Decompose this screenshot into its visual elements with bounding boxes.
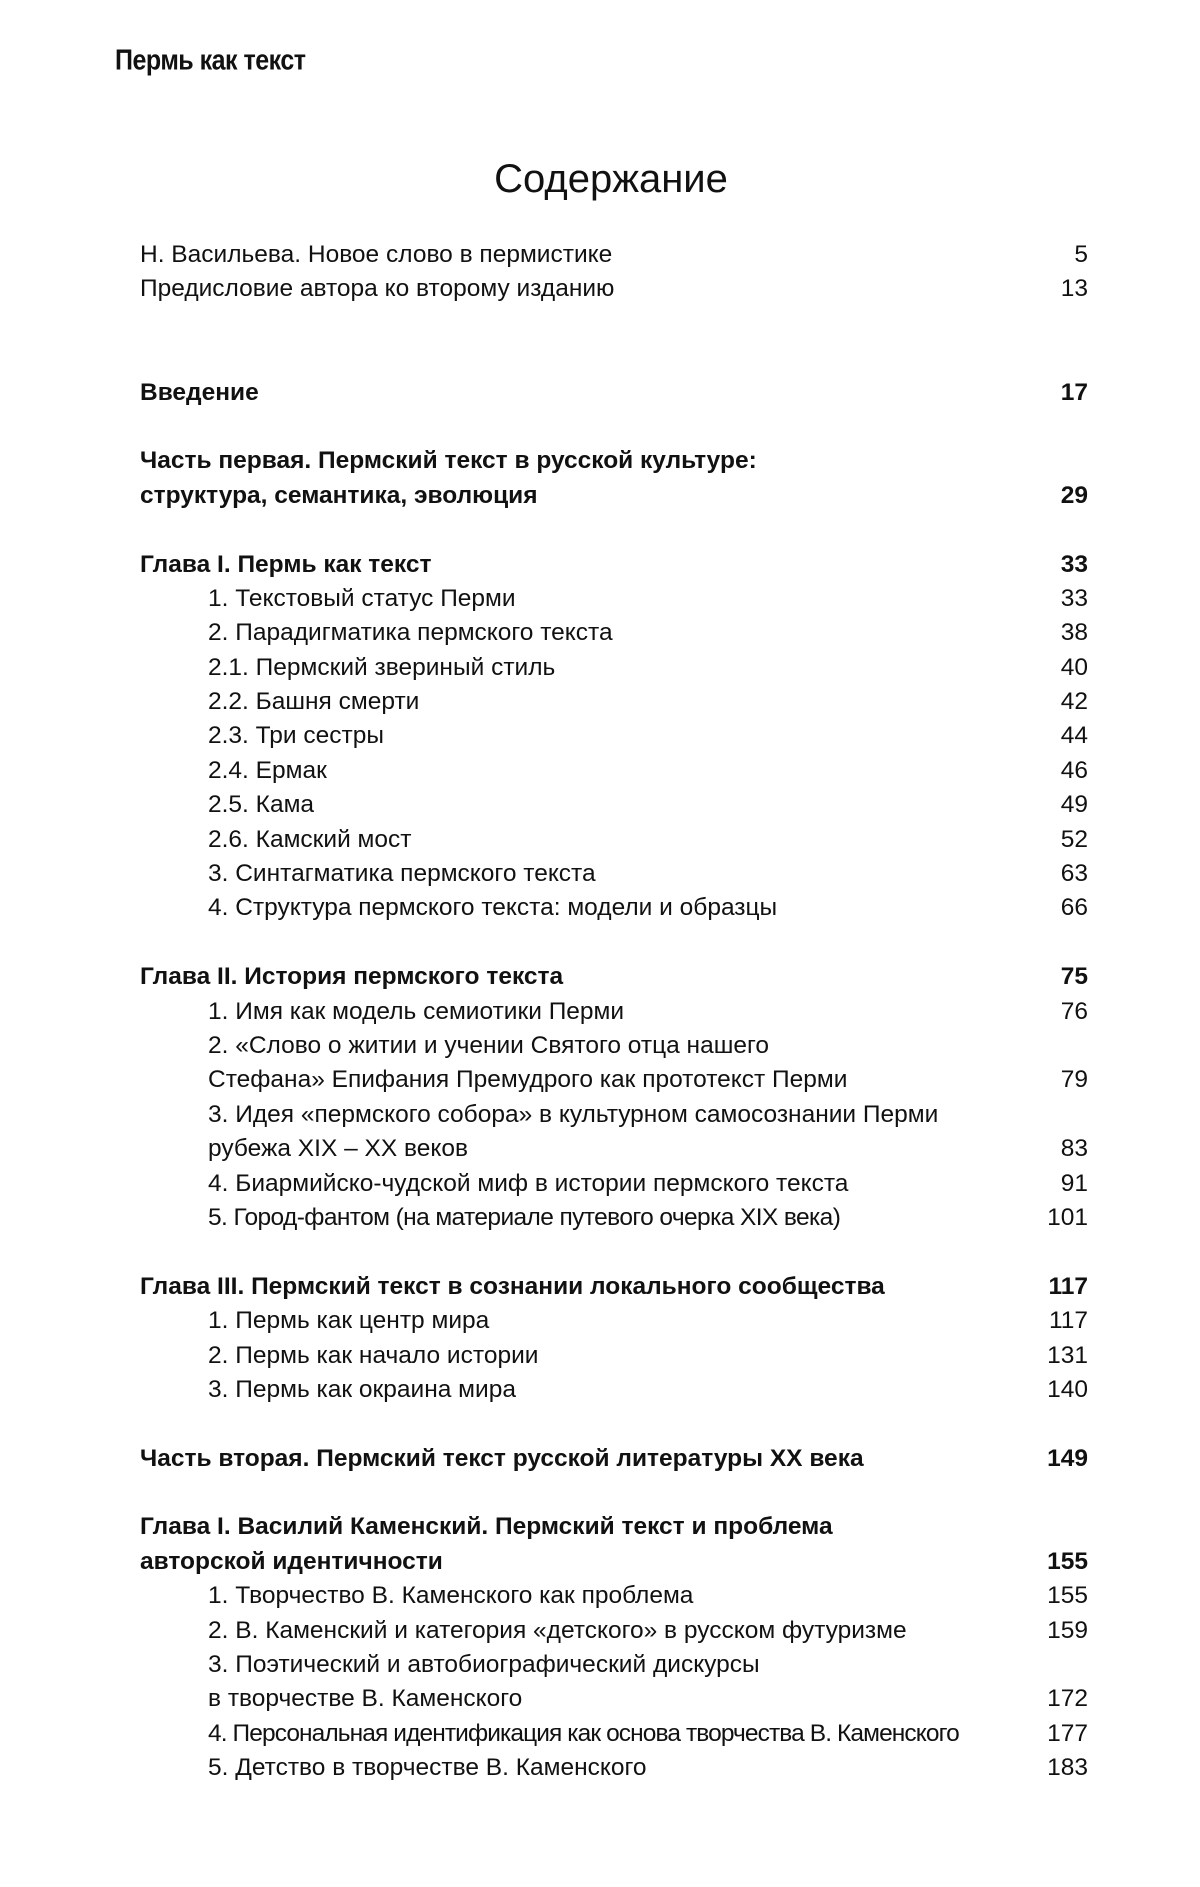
toc-chapter-heading (140, 960, 1088, 994)
toc-entry (140, 1648, 1088, 1682)
toc-entry-text: Глава II. История пермского текста (140, 963, 564, 991)
toc-entry-text: 2.4. Ермак (208, 756, 327, 784)
toc-entry-text: 2.1. Пермский звериный стиль (208, 653, 556, 681)
toc-entry (140, 616, 1088, 650)
toc-entry-page: 117 (1048, 1307, 1088, 1335)
toc-entry (140, 651, 1088, 685)
toc-entry-text: структура, семантика, эволюция (140, 481, 538, 509)
toc-chapter-heading (140, 1270, 1088, 1304)
toc-entry-page: 131 (1047, 1341, 1088, 1369)
toc-entry-text: Глава I. Пермь как текст (140, 550, 432, 578)
toc-entry-page: 140 (1047, 1375, 1088, 1403)
toc-entry (140, 788, 1088, 822)
toc-entry-page: 79 (1060, 1066, 1088, 1094)
toc-part-heading (140, 479, 1088, 513)
toc-entry-page: 101 (1047, 1203, 1088, 1231)
toc-entry-page: 75 (1060, 963, 1088, 991)
toc-entry-page: 38 (1060, 619, 1088, 647)
toc-entry-page: 5 (1074, 241, 1088, 268)
toc-entry-text: 2.5. Кама (208, 791, 315, 819)
toc-entry-text: 3. Идея «пермского собора» в культурном самосознании Перми (208, 1100, 939, 1128)
toc-entry-text: 1. Текстовый статус Перми (208, 584, 516, 612)
toc-entry (140, 1373, 1088, 1407)
toc-entry (140, 1098, 1088, 1132)
toc-entry (140, 582, 1088, 616)
toc-entry-page: 17 (1060, 378, 1088, 406)
toc-entry-text: Введение (140, 378, 259, 406)
toc-entry-text: 5. Детство в творчестве В. Каменского (208, 1754, 647, 1782)
toc-entry-page: 46 (1060, 756, 1088, 784)
toc-entry (140, 238, 1088, 272)
toc-entry-text: 2. Пермь как начало истории (208, 1341, 539, 1369)
toc-section-heading (140, 376, 1088, 410)
toc-entry (140, 995, 1088, 1029)
toc-entry-text: 4. Биармийско-чудской миф в истории пермского текста (208, 1169, 849, 1197)
toc-entry-text: Стефана» Епифания Премудрого как прототекст Перми (208, 1066, 848, 1094)
toc-entry-text: 4. Структура пермского текста: модели и образцы (208, 894, 778, 922)
toc-entry (140, 1579, 1088, 1613)
toc-entry (140, 823, 1088, 857)
toc-entry-page: 40 (1060, 653, 1088, 681)
toc-entry (140, 1751, 1088, 1785)
toc-entry-text: авторской идентичности (140, 1547, 443, 1575)
toc-entry-text: 2. Парадигматика пермского текста (208, 619, 613, 647)
toc-entry-text: 4. Персональная идентификация как основа творчества В. Каменского (208, 1719, 959, 1747)
toc-entry (140, 1167, 1088, 1201)
toc-entry (140, 1201, 1088, 1235)
page-title: Содержание (494, 157, 728, 201)
toc-entry-page: 91 (1060, 1169, 1088, 1197)
toc-entry (140, 754, 1088, 788)
toc-entry-text: Глава I. Василий Каменский. Пермский текст и проблема (140, 1513, 833, 1541)
toc-entry-page: 172 (1047, 1685, 1088, 1713)
toc-entry-page: 149 (1047, 1444, 1088, 1472)
toc-entry (140, 272, 1088, 306)
toc-entry-text: 2.6. Камский мост (208, 825, 412, 853)
toc-entry-page: 33 (1060, 550, 1088, 578)
toc-entry-text: в творчестве В. Каменского (208, 1685, 523, 1713)
toc-chapter-heading (140, 1510, 1088, 1544)
toc-part-heading (140, 1442, 1088, 1476)
toc-entry-text: 3. Синтагматика пермского текста (208, 860, 596, 888)
toc-entry-page: 117 (1048, 1272, 1088, 1300)
running-head: Пермь как текст (115, 44, 306, 77)
toc-entry-text: 1. Имя как модель семиотики Перми (208, 997, 625, 1025)
toc-entry-text: 2. «Слово о житии и учении Святого отца нашего (208, 1032, 770, 1059)
toc-entry (140, 685, 1088, 719)
toc-entry-text: 3. Поэтический и автобиографический дискурсы (208, 1651, 760, 1679)
toc-entry (140, 1682, 1088, 1716)
toc-entry (140, 1717, 1088, 1751)
toc-entry-page: 63 (1060, 860, 1088, 888)
toc-entry-page: 76 (1060, 997, 1088, 1025)
toc-entry (140, 1304, 1088, 1338)
toc-chapter-heading (140, 548, 1088, 582)
toc-entry-text: 3. Пермь как окраина мира (208, 1375, 516, 1403)
toc-entry-text: 2.3. Три сестры (208, 722, 384, 750)
toc-entry-page: 29 (1060, 481, 1088, 509)
toc-entry-text: Часть вторая. Пермский текст русской литературы XX века (140, 1444, 864, 1472)
toc-entry-text: 5. Город-фантом (на материале путевого очерка XIX века) (208, 1203, 841, 1231)
toc-entry-text: рубежа XIX – XX веков (208, 1135, 469, 1163)
table-of-contents (140, 238, 1088, 1786)
toc-entry (140, 1132, 1088, 1166)
toc-entry-text: 2. В. Каменский и категория «детского» в русском футуризме (208, 1616, 907, 1644)
toc-entry-page: 66 (1060, 894, 1088, 922)
toc-entry (140, 719, 1088, 753)
toc-entry-page: 52 (1060, 825, 1088, 853)
toc-entry-page: 42 (1060, 688, 1088, 716)
toc-entry-page: 33 (1060, 584, 1088, 612)
toc-entry-page: 49 (1060, 791, 1088, 819)
toc-entry (140, 1063, 1088, 1097)
toc-entry-text: Н. Васильева. Новое слово в пермистике (140, 241, 613, 268)
toc-entry (140, 1614, 1088, 1648)
toc-entry-text: 2.2. Башня смерти (208, 688, 420, 716)
toc-chapter-heading (140, 1545, 1088, 1579)
toc-entry-page: 155 (1047, 1582, 1088, 1610)
toc-entry-text: Часть первая. Пермский текст в русской культуре: (140, 447, 757, 475)
toc-entry-page: 83 (1060, 1135, 1088, 1163)
toc-entry-text: Глава III. Пермский текст в сознании локального сообщества (140, 1272, 885, 1300)
toc-entry (140, 1029, 1088, 1063)
toc-entry-page: 177 (1047, 1719, 1088, 1747)
toc-entry-text: 1. Пермь как центр мира (208, 1307, 490, 1335)
toc-entry-page: 159 (1047, 1616, 1088, 1644)
toc-entry (140, 857, 1088, 891)
toc-entry-page: 155 (1047, 1547, 1088, 1575)
toc-entry-text: Предисловие автора ко второму изданию (140, 275, 615, 303)
toc-entry (140, 1339, 1088, 1373)
toc-entry (140, 891, 1088, 925)
toc-entry-page: 13 (1060, 275, 1088, 303)
toc-part-heading (140, 444, 1088, 478)
toc-entry-text: 1. Творчество В. Каменского как проблема (208, 1582, 694, 1610)
toc-entry-page: 183 (1047, 1754, 1088, 1782)
toc-entry-page: 44 (1060, 722, 1088, 750)
